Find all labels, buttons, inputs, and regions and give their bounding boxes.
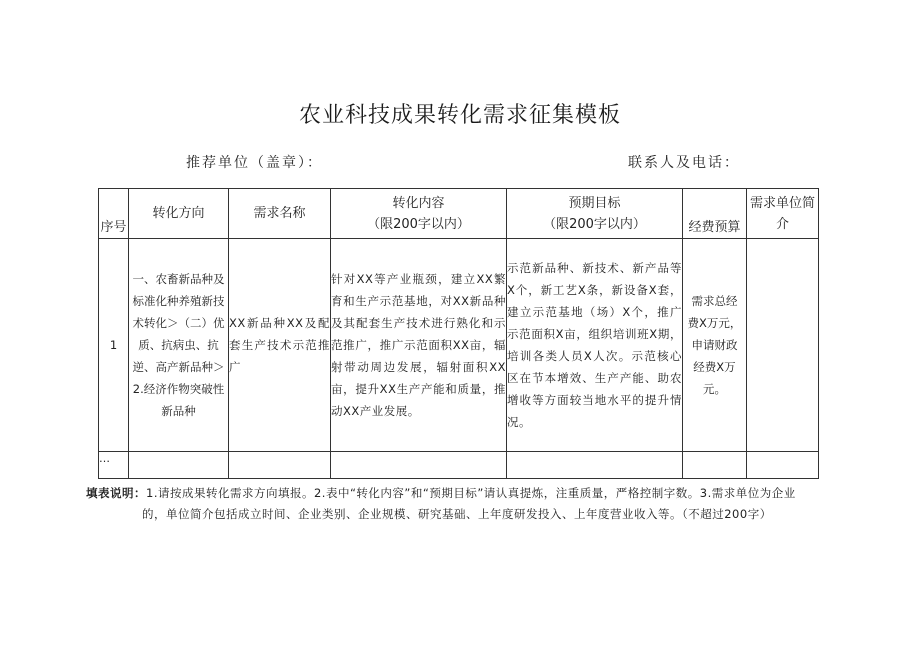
cell-direction: 一、农畜新品种及标准化种养殖新技术转化＞（二）优质、抗病虫、抗逆、高产新品种＞2.经济作物突破性新品种 xyxy=(129,239,229,452)
fill-instructions xyxy=(86,483,826,525)
cell-target: 示范新品种、新技术、新产品等X个，新工艺X条，新设备X套，建立示范基地（场）X个，推广示范面积X亩，组织培训班X期，培训各类人员X人次。示范核心区在节本增效、生产产能、助农增收等方面较当地水平的提升情况。 xyxy=(507,239,683,452)
cell-content xyxy=(331,452,507,479)
cell-intro xyxy=(747,452,819,479)
header-target-limit: （限200字以内） xyxy=(543,216,646,232)
header-content xyxy=(331,189,507,239)
page-title: 农业科技成果转化需求征集模板 xyxy=(298,103,621,128)
demand-table xyxy=(98,188,819,479)
cell-seq: … xyxy=(99,452,129,479)
header-target-title: 预期目标 xyxy=(568,195,621,211)
cell-direction xyxy=(129,452,229,479)
header-content-title: 转化内容 xyxy=(392,195,445,211)
header-content-limit: （限200字以内） xyxy=(367,216,470,232)
header-seq: 序号 xyxy=(99,189,129,239)
cell-budget: 需求总经费X万元，申请财政经费X万元。 xyxy=(683,239,747,452)
header-name: 需求名称 xyxy=(229,189,331,239)
header-row xyxy=(99,189,819,239)
header-target xyxy=(507,189,683,239)
cell-content: 针对XX等产业瓶颈，建立XX繁育和生产示范基地，对XX新品种及其配套生产技术进行熟化和示范推广，推广示范面积XX亩，辐射带动周边发展，辐射面积XX亩，提升XX生产产能和质量，推动XX产业发展。 xyxy=(331,239,507,452)
cell-budget xyxy=(683,452,747,479)
cell-name xyxy=(229,452,331,479)
notes-label: 填表说明： xyxy=(86,486,146,500)
notes-text-1: 1.请按成果转化需求方向填报。2.表中“转化内容”和“预期目标”请认真提炼，注重质量，严格控制字数。3.需求单位为企业 xyxy=(146,486,796,500)
header-intro: 需求单位简介 xyxy=(747,189,819,239)
table-row xyxy=(99,239,819,452)
cell-name: XX新品种XX及配套生产技术示范推广 xyxy=(229,239,331,452)
table-row xyxy=(99,452,819,479)
header-direction: 转化方向 xyxy=(129,189,229,239)
header-budget: 经费预算 xyxy=(683,189,747,239)
notes-text-2: 的，单位简介包括成立时间、企业类别、企业规模、研究基础、上年度研发投入、上年度营业收入等。（不超过200字） xyxy=(142,507,772,521)
cell-intro xyxy=(747,239,819,452)
recommender-label: 推荐单位（盖章）： xyxy=(186,155,323,171)
cell-seq: 1 xyxy=(99,239,129,452)
contact-label: 联系人及电话： xyxy=(628,155,740,171)
cell-target xyxy=(507,452,683,479)
